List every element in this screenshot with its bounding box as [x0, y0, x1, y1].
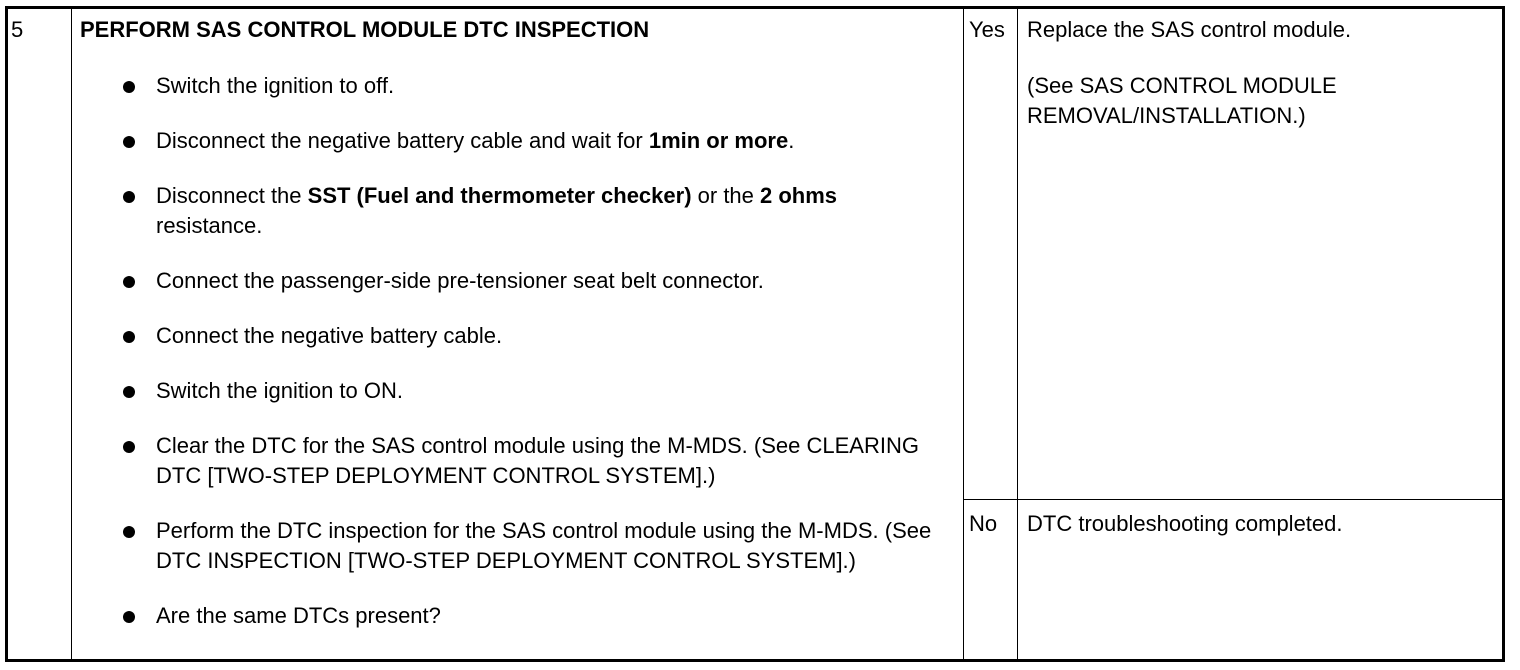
bullet-text — [156, 71, 948, 101]
bold-emphasis: 1min or more — [648, 128, 789, 153]
bullet-text — [156, 266, 948, 296]
procedure-bullet — [118, 266, 948, 296]
bullet-dot-icon — [123, 136, 135, 148]
bullet-text — [156, 126, 948, 156]
bold-emphasis: SST (Fuel and thermometer checker) — [307, 183, 692, 208]
bullet-text — [156, 516, 948, 576]
procedure-bullet — [118, 71, 948, 101]
text-segment: . — [788, 128, 795, 153]
answer-yes-action: Replace the SAS control module. — [1027, 17, 1352, 42]
text-segment: Disconnect the — [156, 183, 308, 208]
bullet-dot-icon — [123, 611, 135, 623]
row-divider — [963, 499, 1502, 500]
text-segment: Switch the ignition to ON. — [156, 378, 404, 403]
procedure-bullet — [118, 516, 948, 576]
column-divider — [71, 9, 72, 659]
text-segment: Perform the DTC inspection for the SAS control module using the M-MDS. (See DTC INSPECTION [TWO-STEP DEPLOYMENT CONTROL SYSTEM].) — [156, 518, 932, 573]
column-divider — [1017, 9, 1018, 659]
text-segment: or the — [691, 183, 761, 208]
answer-no-action: DTC troubleshooting completed. — [1027, 511, 1343, 536]
procedure-bullet — [118, 431, 948, 491]
text-segment: Disconnect the negative battery cable and wait for — [156, 128, 649, 153]
text-segment: Clear the DTC for the SAS control module using the M-MDS. (See CLEARING DTC [TWO-STEP DEPLOYMENT CONTROL SYSTEM].) — [156, 433, 919, 488]
bold-emphasis: 2 ohms — [760, 183, 838, 208]
bullet-dot-icon — [123, 331, 135, 343]
inspection-step-table — [5, 6, 1505, 662]
text-segment: Switch the ignition to off. — [156, 73, 395, 98]
column-divider — [963, 9, 964, 659]
procedure-bullet — [118, 181, 948, 241]
text-segment: Are the same DTCs present? — [156, 603, 441, 628]
bullet-dot-icon — [123, 81, 135, 93]
bullet-dot-icon — [123, 276, 135, 288]
text-segment: Connect the passenger-side pre-tensioner seat belt connector. — [156, 268, 764, 293]
procedure-bullet — [118, 321, 948, 351]
bullet-text — [156, 376, 948, 406]
bullet-text — [156, 601, 948, 631]
answer-yes-label: Yes — [969, 17, 1005, 42]
bullet-text — [156, 181, 948, 241]
bullet-text — [156, 431, 948, 491]
procedure-list — [118, 71, 948, 631]
step-number: 5 — [11, 17, 24, 42]
procedure-bullet — [118, 376, 948, 406]
step-title: PERFORM SAS CONTROL MODULE DTC INSPECTION — [80, 17, 650, 42]
text-segment: resistance. — [156, 213, 263, 238]
bullet-dot-icon — [123, 526, 135, 538]
answer-no-label: No — [969, 511, 998, 536]
text-segment: Connect the negative battery cable. — [156, 323, 503, 348]
bullet-dot-icon — [123, 441, 135, 453]
bullet-text — [156, 321, 948, 351]
bullet-dot-icon — [123, 191, 135, 203]
procedure-bullet — [118, 601, 948, 631]
answer-yes-reference: (See SAS CONTROL MODULE REMOVAL/INSTALLATION.) — [1027, 73, 1337, 128]
bullet-dot-icon — [123, 386, 135, 398]
procedure-bullet — [118, 126, 948, 156]
